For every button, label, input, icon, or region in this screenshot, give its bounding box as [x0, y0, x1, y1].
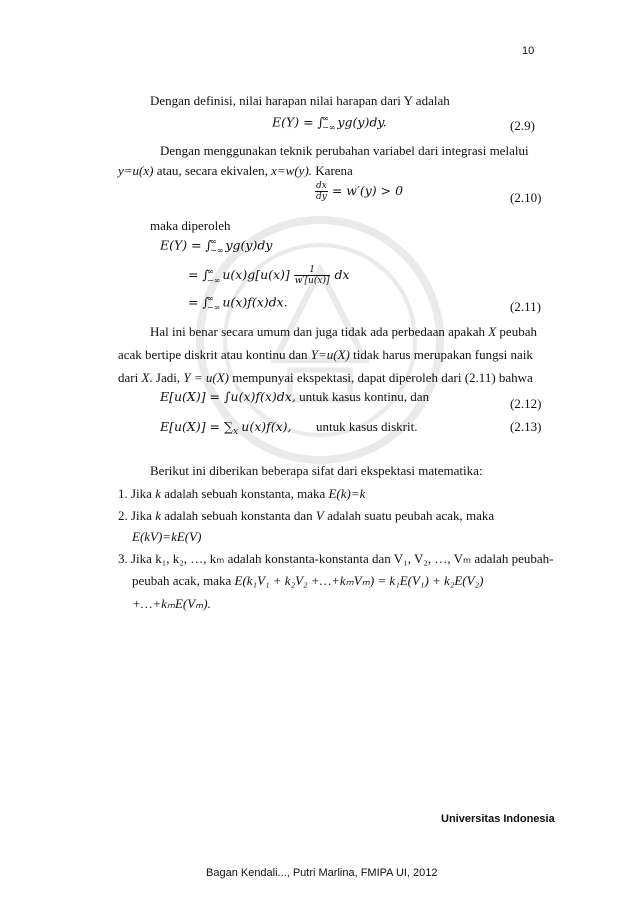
- equation-2-11-line3: = ∫ ∞ −∞ u(x)f(x)dx.: [188, 294, 288, 312]
- footer-credit: Bagan Kendali..., Putri Marlina, FMIPA UI, 2012: [206, 867, 438, 879]
- equation-2-11-line1: E(Y) = ∫ ∞ −∞ yg(y)dy: [160, 237, 273, 255]
- equation-2-12: E[u(X)] = ∫ u(x)f(x)dx, untuk kasus kontinu, dan: [160, 389, 430, 404]
- equation-number-2-10: (2.10): [510, 190, 542, 205]
- text-maka-diperoleh: maka diperoleh: [150, 218, 231, 233]
- paragraph-general-line2: acak bertipe diskrit atau kontinu dan Y=u(X) tidak harus merupakan fungsi naik: [118, 347, 533, 362]
- paragraph-general-line1: Hal ini benar secara umum dan juga tidak ada perbedaan apakah X peubah: [150, 324, 537, 339]
- equation-number-2-12: (2.12): [510, 396, 542, 411]
- equation-2-9: E(Y) = ∫ ∞ −∞ yg(y)dy.: [272, 114, 387, 132]
- equation-number-2-11: (2.11): [510, 299, 541, 314]
- equation-number-2-13: (2.13): [510, 419, 542, 434]
- equation-2-13: $E[u(X)] = \sum_x$ u(x)f(x),: [160, 419, 292, 437]
- paragraph-general-line3: dari X. Jadi, Y = u(X) mempunyai ekspektasi, dapat diperoleh dari (2.11) bahwa: [118, 370, 533, 385]
- equation-number-2-9: (2.9): [510, 118, 535, 133]
- footer-institution: Universitas Indonesia: [441, 813, 555, 825]
- list-item-2-line1: 2. Jika k adalah sebuah konstanta dan V adalah suatu peubah acak, maka: [118, 508, 495, 523]
- list-item-3-line2: peubah acak, maka E(k₁V₁ + k₂V₂ +…+kₘVₘ) = k₁E(V₁) + k₂E(V₂): [132, 573, 484, 588]
- list-item-2-line2: E(kV)=kE(V): [132, 529, 202, 544]
- list-item-3-line3: +…+kₘE(Vₘ).: [132, 596, 211, 611]
- equation-2-10: $\frac{dx}{dy}$ = w′(y) > 0: [316, 181, 404, 202]
- list-item-1: 1. Jika k adalah sebuah konstanta, maka E(k)=k: [118, 486, 366, 501]
- equation-2-11-line2: = ∫ ∞ −∞ u(x)g[u(x)] $\frac{1}{w'[u(x)]}$ dx: [188, 265, 350, 286]
- paragraph-substitution-line1: Dengan menggunakan teknik perubahan variabel dari integrasi melalui: [160, 143, 529, 158]
- list-item-3-line1: 3. Jika k₁, k₂, …, kₘ adalah konstanta-konstanta dan V₁, V₂, …, Vₘ adalah peubah-: [118, 551, 554, 566]
- paragraph-properties-intro: Berikut ini diberikan beberapa sifat dari ekspektasi matematika:: [150, 463, 483, 478]
- page-number: 10: [522, 45, 535, 57]
- paragraph-substitution-line2: y=u(x) atau, secara ekivalen, x=w(y). Karena: [118, 163, 353, 178]
- equation-2-13-text: untuk kasus diskrit.: [316, 419, 418, 434]
- paragraph-intro: Dengan definisi, nilai harapan nilai harapan dari Y adalah: [150, 93, 450, 108]
